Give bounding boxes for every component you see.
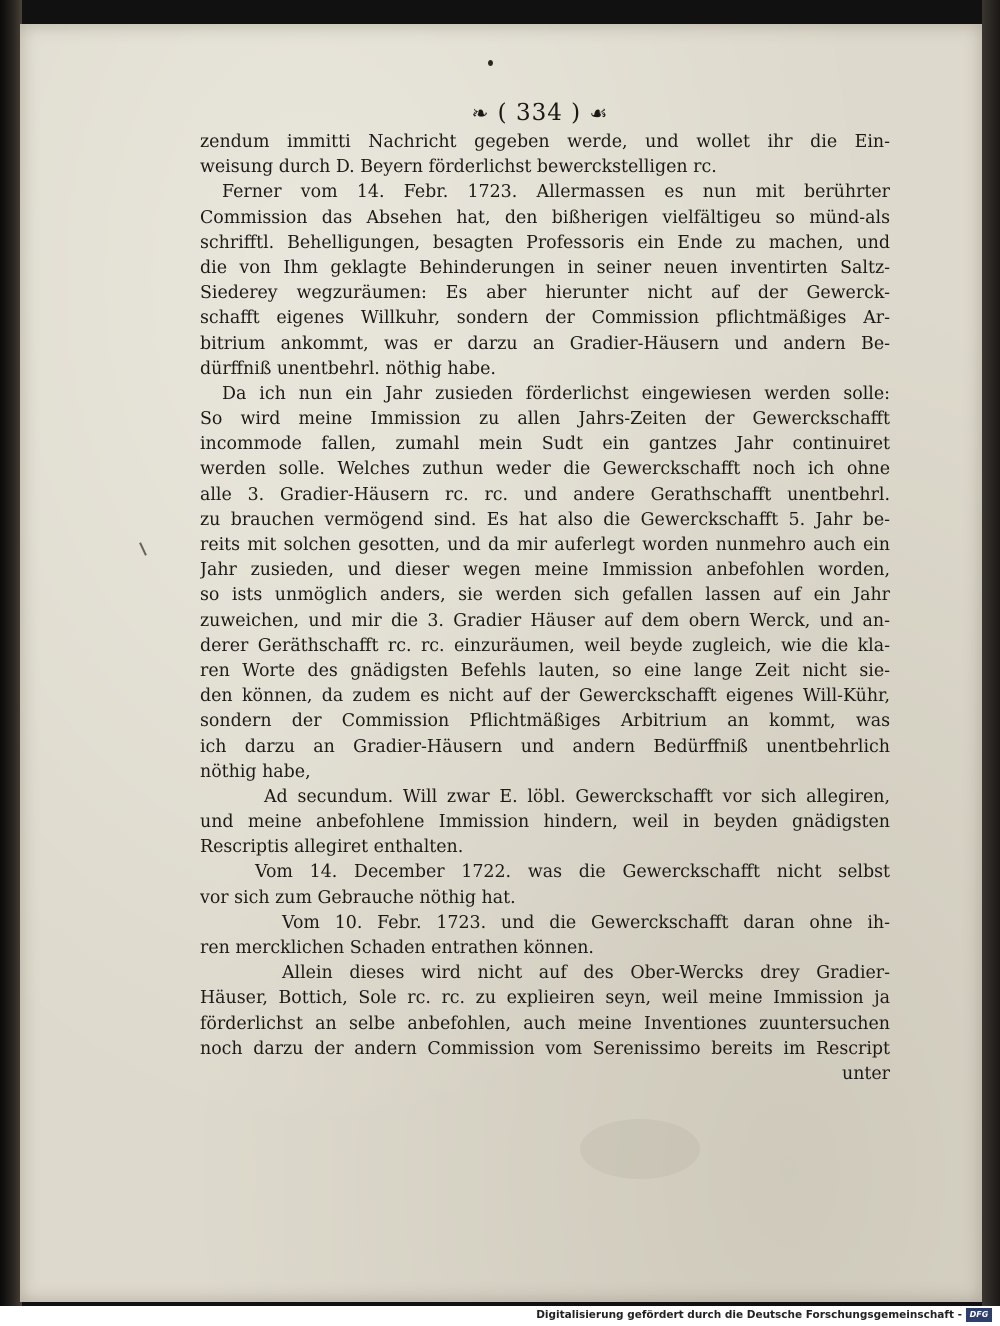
text-line: Vom 14. December 1722. was die Gewerckschafft nicht selbst [255, 862, 890, 883]
text-line: nöthig habe, [200, 761, 311, 782]
page-number-paren-open: ( [497, 100, 508, 126]
text-line: den können, da zudem es nicht auf der Gewerckschafft eigenes Will-Kühr, [200, 686, 890, 707]
text-line: vor sich zum Gebrauche nöthig hat. [200, 887, 516, 908]
dfg-logo: DFG [966, 1308, 992, 1322]
text-line: so ists unmöglich anders, sie werden sich gefallen lassen auf ein Jahr [200, 585, 890, 606]
paper-stain [580, 1119, 700, 1179]
text-line: reits mit solchen gesotten, und da mir auferlegt worden nunmehro auch ein [200, 535, 890, 555]
text-line: ich darzu an Gradier-Häusern und andern Bedürffniß unentbehrlich [200, 736, 890, 757]
text-line: Allein dieses wird nicht auf des Ober-Wercks drey Gradier- [282, 963, 890, 984]
text-line: Häuser, Bottich, Sole rc. rc. zu explieiren seyn, weil meine Immission ja [200, 988, 890, 1009]
text-line: schafft eigenes Willkuhr, sondern der Commission pflichtmäßiges Ar- [200, 308, 890, 329]
text-line: schrifftl. Behelligungen, besagten Professoris ein Ende zu machen, und [200, 232, 890, 253]
funding-credit: Digitalisierung gefördert durch die Deutsche Forschungsgemeinschaft - [536, 1309, 962, 1321]
catchword: unter [842, 1063, 890, 1084]
page-number-paren-close: ) [571, 100, 582, 126]
text-line: zu brauchen vermögend sind. Es hat also die Gewerckschafft 5. Jahr be- [200, 509, 890, 530]
text-line: Ad secundum. Will zwar E. löbl. Gewerckschafft vor sich allegiren, [264, 786, 890, 807]
text-line: weisung durch D. Beyern förderlichst bewerckstelligen rc. [200, 157, 717, 178]
text-line: die von Ihm geklagte Behinderungen in seiner neuen inventirten Saltz- [200, 257, 890, 278]
text-line: ren Worte des gnädigsten Befehls lauten, so eine lange Zeit nicht sie- [200, 660, 890, 681]
text-line: alle 3. Gradier-Häusern rc. rc. und andere Gerathschafft unentbehrl. [200, 484, 890, 505]
header-ornament-left: ❧ [471, 101, 490, 125]
text-line: Ferner vom 14. Febr. 1723. Allermassen es nun mit berührter [222, 182, 890, 203]
text-line: dürffniß unentbehrl. nöthig habe. [200, 358, 496, 379]
text-line: Jahr zusieden, und dieser wegen meine Immission anbefohlen worden, [200, 560, 890, 581]
text-line: bitrium ankommt, was er darzu an Gradier-Häusern und andern Be- [200, 333, 890, 354]
text-line: incommode fallen, zumahl mein Sudt ein gantzes Jahr continuiret [200, 434, 890, 455]
text-line: Vom 10. Febr. 1723. und die Gewerckschafft daran ohne ih- [282, 912, 890, 933]
text-line: Da ich nun ein Jahr zusieden förderlichst eingewiesen werden solle: [222, 383, 890, 404]
header-ornament-right: ☙ [589, 101, 609, 125]
scan-right-edge [982, 0, 1000, 1306]
text-line: So wird meine Immission zu allen Jahrs-Zeiten der Gewerckschafft [200, 409, 890, 430]
body-text [200, 130, 890, 1087]
text-line: Commission das Absehen hat, den bißherigen vielfältigeu so münd-als [200, 207, 890, 228]
text-line: ren mercklichen Schaden entrathen können. [200, 938, 594, 958]
page-number: 334 [515, 100, 563, 126]
book-spine-edge [0, 0, 22, 1306]
text-line: zuweichen, und mir die 3. Gradier Häuser auf dem obern Werck, und an- [200, 610, 890, 631]
text-line: sondern der Commission Pflichtmäßiges Arbitrium an kommt, was [200, 711, 890, 732]
text-line: noch darzu der andern Commission vom Serenissimo bereits im Rescript [200, 1038, 890, 1059]
text-line: Rescriptis allegiret enthalten. [200, 837, 464, 858]
text-line: derer Geräthschafft rc. rc. einzuräumen, weil beyde zugleich, wie die kla- [200, 635, 890, 656]
text-line: werden solle. Welches zuthun weder die Gewerckschafft noch ich ohne [200, 459, 890, 480]
text-line: zendum immitti Nachricht gegeben werde, und wollet ihr die Ein- [200, 132, 890, 152]
text-line: förderlichst an selbe anbefohlen, auch meine Inventiones zuuntersuchen [200, 1013, 890, 1034]
text-line: und meine anbefohlene Immission hindern, weil in beyden gnädigsten [200, 812, 890, 833]
ink-dot [488, 60, 493, 66]
page-header [420, 100, 660, 126]
text-line: Siederey wegzuräumen: Es aber hierunter nicht auf der Gewerck- [200, 283, 890, 304]
